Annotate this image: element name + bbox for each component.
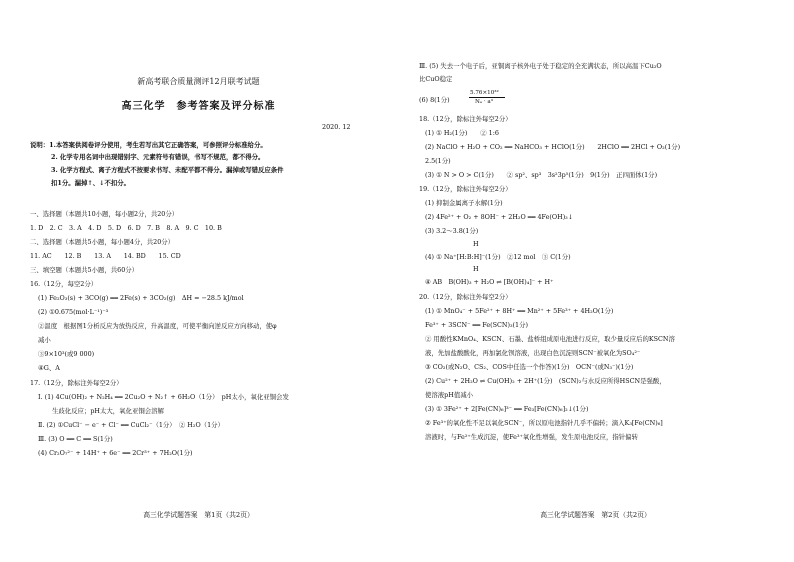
answer-line: (2) 4Fe²⁺ + O₂ + 8OH⁻ + 2H₂O ══ 4Fe(OH)₃↓: [425, 213, 574, 221]
answer-line: (3) ① 3Fe²⁺ + 2[Fe(CN)₆]³⁻ ══ Fe₃[Fe(CN)₆]₂↓(1分): [425, 405, 589, 413]
answer-line: ②温度 根据图1分析反应为放热反应，升高温度，可使平衡向逆反应方向移动，使φ: [38, 322, 277, 330]
answer-line: (3) ① N > O > C(1分) ② sp²、sp³ 3s²3p⁵(1分) 9(1分) 正四面体(1分): [425, 171, 658, 179]
main-title: 高三化学 参考答案及评分标准: [121, 101, 276, 112]
answer-line: ③ CO₂(或N₂O、CS₂、COS中任选一个作答)(1分) OCN⁻(或N₃⁻)(1分): [425, 363, 634, 371]
answer-line: ③9×10³(或9 000): [38, 350, 95, 358]
structure-h-top: H: [473, 240, 479, 248]
question-heading: 18.（12分，除标注外每空2分）: [419, 115, 512, 123]
answer-line: Fe³⁺ + 3SCN⁻ ══ Fe(SCN)₃(1分): [425, 321, 528, 329]
answer-line: (4) ① Na⁺[H:B:H]⁻(1分) ②12 mol ③ C(1分): [425, 253, 571, 261]
answer-line: (2) ①0.675(mol·L⁻¹)⁻³: [38, 308, 109, 316]
answer-line: 减小: [38, 336, 51, 344]
question-heading: 16.（12分，每空2分）: [30, 280, 98, 288]
answer-line: 生歧化反应；pH太大，氧化亚铜会溶解: [52, 407, 164, 415]
question-heading: 17.（12分，除标注外每空2分）: [30, 379, 123, 387]
answer-line: 11. AC 12. B 13. A 14. BD 15. CD: [30, 252, 181, 260]
answer-line: (2) Cu²⁺ + 2H₂O ⇌ Cu(OH)₂ + 2H⁺(1分) (SCN)₂与水反应所得HSCN是强酸，: [425, 377, 666, 385]
note-line: 2. 化学专用名词中出现错别字、元素符号有错误，书写不规范，都不得分。: [51, 153, 265, 161]
section-title: 三、填空题（本题共5小题，共60分）: [30, 266, 139, 274]
question-heading: 20.（12分，除标注外每空2分）: [419, 293, 512, 301]
date-label: 2020. 12: [322, 123, 351, 131]
answer-line: (1) 抑制金属离子水解(1分): [425, 199, 503, 207]
page-footer: 高三化学试题答案 第1页（共2页）: [143, 511, 254, 519]
answer-line: 2.5(1分): [425, 157, 451, 165]
section-title: 二、选择题（本题共5小题，每小题4分，共20分）: [30, 238, 175, 246]
answer-line: 比CuO稳定: [419, 75, 453, 83]
answer-line: (1) ① MnO₄⁻ + 5Fe²⁺ + 8H⁺ ══ Mn²⁺ + 5Fe³⁺ + 4H₂O(1分): [425, 307, 614, 315]
answer-line: ④G、A: [38, 364, 60, 372]
answer-line: (1) Fe₂O₃(s) + 3CO(g) ══ 2Fe(s) + 3CO₂(g) ΔH = −28.5 kJ/mol: [38, 294, 244, 302]
answer-line: (6) 8(1分): [419, 96, 450, 104]
structure-h-bottom: H: [473, 265, 479, 273]
fraction-bar: [469, 97, 505, 98]
answer-line: Ⅰ. (1) 4Cu(OH)₂ + N₂H₄ ══ 2Cu₂O + N₂↑ + 6H₂O（1分） pH太小，氧化亚铜会发: [38, 393, 289, 401]
note-line: 说明：1.本答案供阅卷评分使用，考生若写出其它正确答案，可参照评分标准给分。: [30, 141, 267, 149]
answer-line: 使溶液pH值减小: [425, 391, 474, 399]
page-footer: 高三化学试题答案 第2页（共2页）: [540, 511, 651, 519]
answer-line: 溶液时，与Fe²⁺生成沉淀，使Fe³⁺氧化性增强，发生原电池反应，指针偏转: [425, 433, 638, 441]
answer-line: 液，先加盐酸酸化，再加氯化钡溶液，出现白色沉淀则SCN⁻被氧化为SO₄²⁻: [425, 349, 641, 357]
answer-line: Ⅲ. (3) O ══ C ══ S(1分): [38, 435, 113, 443]
answer-line: ② Fe³⁺的氧化性不足以氧化SCN⁻，所以原电池指针几乎不偏转；滴入K₃[Fe(CN)₆]: [425, 419, 663, 427]
question-heading: 19.（12分，除标注外每空2分）: [419, 185, 512, 193]
formula-numerator: 5.76×10³²: [470, 90, 499, 96]
header-title: 新高考联合质量测评12月联考试题: [137, 77, 260, 86]
answer-line: (4) Cr₂O₇²⁻ + 14H⁺ + 6e⁻ ══ 2Cr³⁺ + 7H₂O(1分): [38, 449, 193, 457]
answer-line: (2) NaClO + H₂O + CO₂ ══ NaHCO₃ + HClO(1分) 2HClO ══ 2HCl + O₂(1分): [425, 143, 681, 151]
answer-line: 1. D 2. C 3. A 4. D 5. D 6. D 7. B 8. A 9. C 10. B: [30, 224, 222, 232]
answer-page-2: [397, 0, 794, 562]
answer-line: (3) 3.2～3.8(1分): [425, 227, 479, 235]
answer-line: Ⅲ. (5) 失去一个电子后，亚铜离子核外电子处于稳定的全充满状态，所以高温下Cu₂O: [419, 62, 662, 70]
section-title: 一、选择题（本题共10小题，每小题2分，共20分）: [30, 210, 179, 218]
note-line: 扣1分。漏掉↑、↓不扣分。: [51, 179, 131, 187]
answer-line: (1) ① H₂(1分) ② 1:6: [425, 129, 499, 137]
formula-denominator: Nₐ · a³: [475, 99, 493, 105]
answer-line: ② 用酸性KMnO₄、KSCN、石墨、盐桥组成原电池进行反应，取少量反应后的KSCN溶: [425, 335, 675, 343]
note-line: 3. 化学方程式、离子方程式不按要求书写、未配平都不得分。漏掉或写错反应条件: [51, 166, 284, 174]
answer-line: ④ AB B(OH)₃ + H₂O ⇌ [B(OH)₄]⁻ + H⁺: [425, 278, 554, 286]
answer-line: Ⅱ. (2) ①CuCl⁻ − e⁻ + Cl⁻ ══ CuCl₂⁻（1分） ② H₂O（1分）: [38, 421, 224, 429]
